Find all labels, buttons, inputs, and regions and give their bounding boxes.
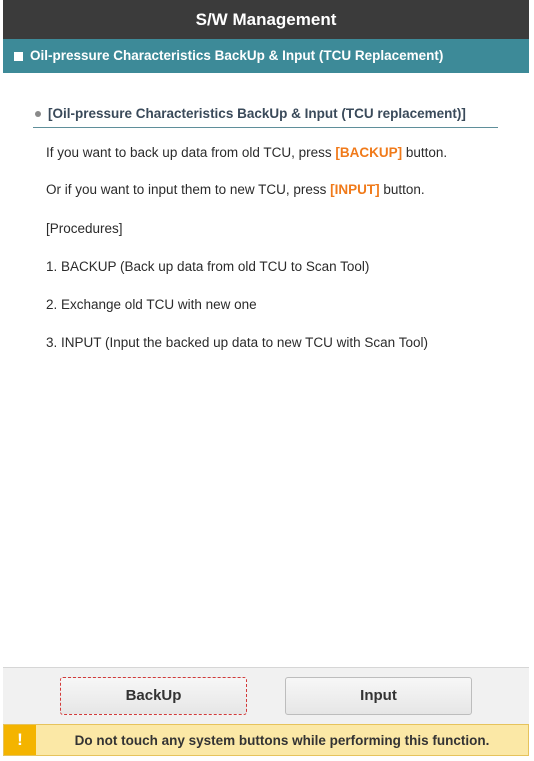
backup-instruction (46, 145, 447, 160)
content-heading (33, 102, 498, 128)
square-bullet-icon (14, 52, 23, 61)
backup-keyword: [BACKUP] (335, 145, 403, 160)
heading-text: [Oil-pressure Characteristics BackUp & Input (TCU replacement)] (48, 106, 466, 121)
backup-instruction-suffix: button. (402, 145, 448, 160)
content-panel (3, 73, 529, 667)
input-instruction (46, 182, 425, 197)
procedures-label: [Procedures] (46, 221, 123, 236)
input-keyword: [INPUT] (330, 182, 380, 197)
input-instruction-prefix: Or if you want to input them to new TCU, press (46, 182, 331, 197)
section-title: Oil-pressure Characteristics BackUp & Input (TCU Replacement) (30, 48, 444, 63)
button-bar (3, 667, 529, 724)
warning-banner (3, 724, 529, 756)
procedure-step: 2. Exchange old TCU with new one (46, 297, 257, 312)
backup-button[interactable]: BackUp (60, 677, 247, 715)
app-window (3, 0, 529, 761)
procedure-step: 1. BACKUP (Back up data from old TCU to Scan Tool) (46, 259, 370, 274)
procedure-step: 3. INPUT (Input the backed up data to new TCU with Scan Tool) (46, 335, 428, 350)
warning-text: Do not touch any system buttons while performing this function. (74, 732, 490, 748)
input-instruction-suffix: button. (379, 182, 425, 197)
warning-icon: ! (4, 725, 36, 755)
bullet-icon (35, 111, 41, 117)
backup-instruction-prefix: If you want to back up data from old TCU, press (46, 145, 336, 160)
input-button[interactable]: Input (285, 677, 472, 715)
window-title: S/W Management (3, 0, 529, 39)
section-header (3, 39, 529, 73)
